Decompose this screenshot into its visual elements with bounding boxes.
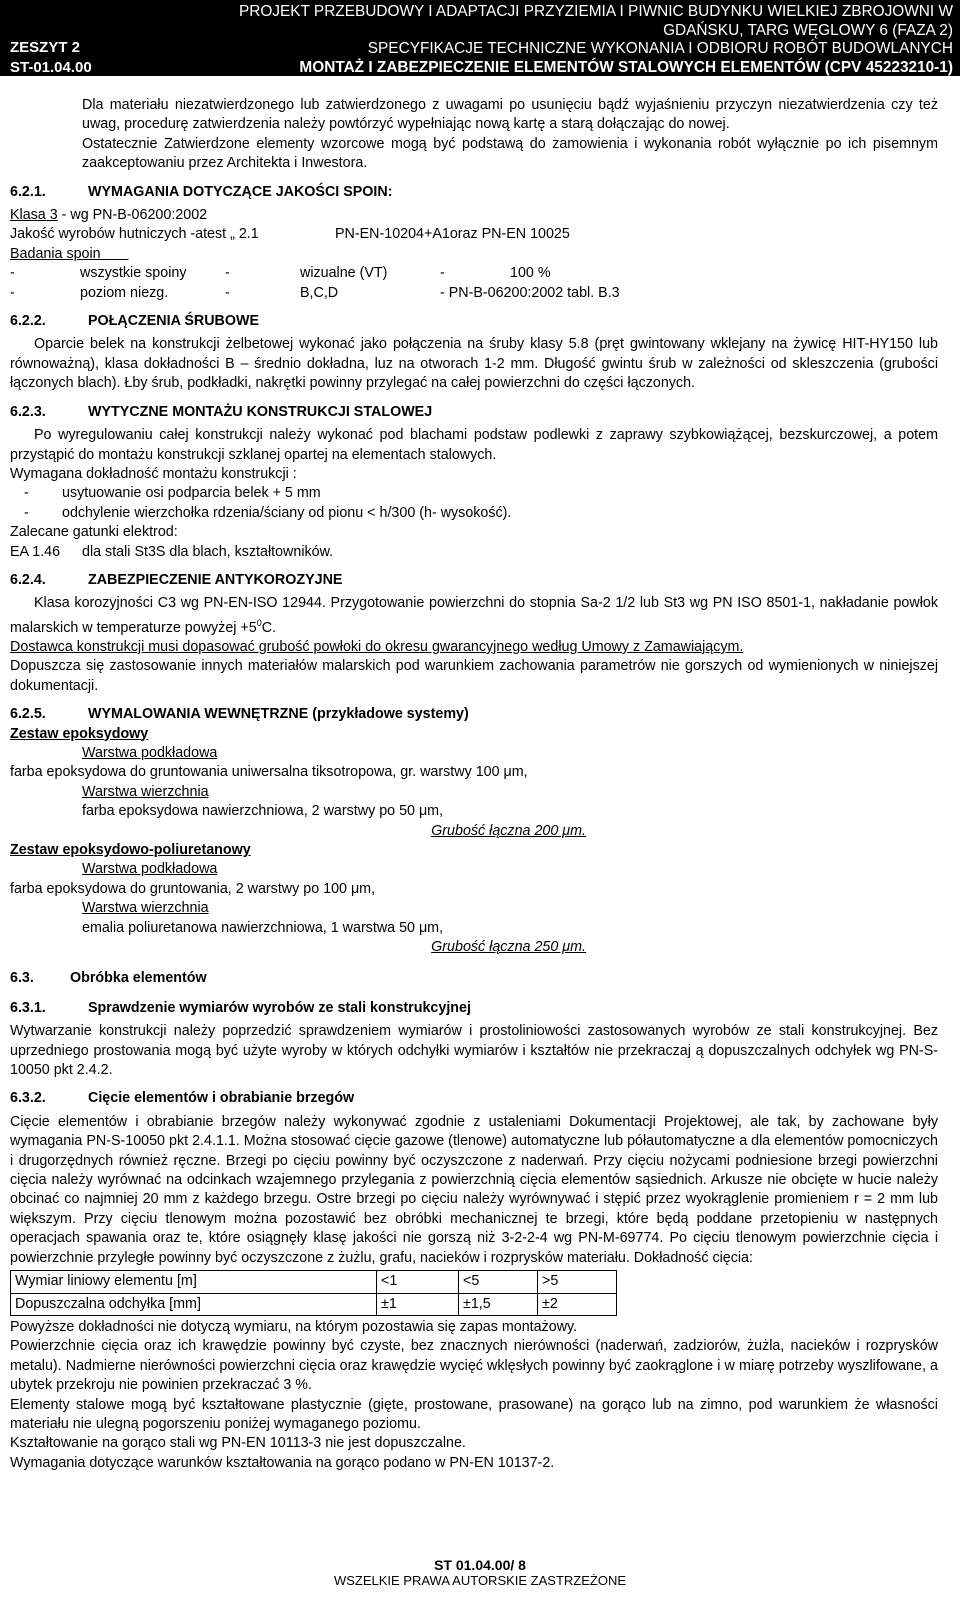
total-thickness: Grubość łączna 250 μm. (431, 939, 586, 956)
section-number: 6.2.3. (10, 403, 46, 420)
document-body (10, 96, 938, 1473)
assembly-accuracy: Wymagana dokładność montażu konstrukcji : (10, 465, 297, 482)
section-heading-632 (10, 1089, 938, 1108)
layer-text: farba epoksydowa nawierzchniowa, 2 warstwy po 50 μm, (82, 803, 444, 820)
header-right (148, 3, 960, 77)
electrode-code: EA 1.46 (10, 543, 61, 560)
item-text: odchylenie wierzchołka rdzenia/ściany od pionu < h/300 (h- wysokość). (62, 504, 512, 521)
electrode-use: dla stali St3S dla blach, kształtowników. (82, 543, 334, 560)
page-header (0, 0, 960, 76)
copyright-notice: WSZELKIE PRAWA AUTORSKIE ZASTRZEŻONE (333, 1573, 627, 1588)
table-cell: Wymiar liniowy elementu [m] (11, 1271, 377, 1293)
table-cell: ±1,5 (459, 1293, 538, 1315)
weld-tests-row (10, 264, 938, 283)
intro-paragraph-1: Dla materiału niezatwierdzonego lub zatwierdzonego z uwagami po usunięciu bądź wyjaśnieniu przyczyn niezatwierdzenia czy też uwag, procedurę zatwierdzenia należy powtórzyć wypełniając nową kartę a starą dołączając do nowej. (82, 97, 938, 133)
weld-tests-label: Badania spoin (10, 245, 101, 262)
corrosion-paragraph (10, 594, 938, 638)
intro-paragraph-2: Ostatecznie Zatwierdzone elementy wzorcowe mogą być podstawą do zamowienia i wykonania robót wyłącznie po ich pisemnym zaakceptowaniu przez Architekta i Inwestora. (82, 135, 938, 172)
table-cell: <1 (377, 1271, 459, 1293)
cell: - (225, 265, 230, 282)
after-table-paragraph: Kształtowanie na gorąco stali wg PN-EN 10113-3 nie jest dopuszczalne. (10, 1435, 466, 1452)
paint-set-name: Zestaw epoksydowy (10, 725, 149, 742)
cell: wizualne (VT) (300, 265, 388, 282)
corrosion-text: Klasa korozyjności C3 wg PN-EN-ISO 12944. Przygotowanie powierzchni do stopnia Sa-2 1/2 lub St3 wg PN ISO 8501-1, nakładanie powłok malarskich w temperaturze powyżej +5 (10, 595, 938, 636)
paint-set-name: Zestaw epoksydowo-poliuretanowy (10, 841, 251, 858)
section-title: ZABEZPIECZENIE ANTYKOROZYJNE (88, 571, 343, 588)
cell: B,C,D (300, 284, 339, 301)
section-heading-625 (10, 705, 938, 724)
section-title: Cięcie elementów i obrabianie brzegów (88, 1090, 355, 1107)
bullet-dash: - (24, 504, 29, 521)
steel-quality-label: Jakość wyrobów hutniczych -atest „ 2.1 (10, 226, 259, 243)
cutting-paragraph: Cięcie elementów i obrabianie brzegów należy wykonywać zgodnie z ustaleniami Dokumentacji Projektowej, ale tak, by zachowane były wymagania PN-S-10050 pkt 2.4.1.1. Można stosować cięcie gazowe (tlenowe) automatyczne lub półautomatyczne a dla elementów pomocniczych i drugorzędnych również ręczne. Brzegi po cięciu powinny być oczyszczone z naderwań. Przy cięciu nożycami podniesione brzegi powierzchni cięcia należy wyrównać na odcinkach wzajemnego przylegania z powierzchnią cięcia elementów sąsiednich. Arkusze nie obcięte w hucie należy obcinać co najmniej 20 mm z każdego brzegu. Ostre brzegi po cięciu należy wyrównywać i stępić przez wyokrąglenie promieniem r = 2 mm lub większym. Przy cięciu tlenowym można pozostawić bez obróbki mechanicznej te brzegi, które będą poddane przetopieniu w następnych operacjach spawania oraz te, które osiągnęły klasę jakości nie gorszą niż 3-2-2-4 wg PN-M-69774. Po cięciu tlenowym powierzchnie cięcia i powierzchnie przyległe powinny być oczyszczone z żużlu, grafu, nacieków i rozprysków materiału. Dokładność cięcia: (10, 1113, 938, 1266)
page-number: ST 01.04.00/ 8 (434, 1557, 526, 1573)
accuracy-item (10, 504, 938, 523)
section-title: WYTYCZNE MONTAŻU KONSTRUKCJI STALOWEJ (88, 403, 433, 420)
section-number: 6.3.1. (10, 999, 46, 1016)
electrodes-heading: Zalecane gatunki elektrod: (10, 524, 178, 541)
steel-quality (10, 225, 938, 244)
volume-code: ZESZYT 2 (10, 39, 81, 56)
section-number: 6.2.1. (10, 183, 46, 200)
weld-tests-heading (10, 245, 938, 264)
section-number: 6.2.4. (10, 571, 46, 588)
doc-id: ST-01.04.00 (10, 59, 92, 76)
layer-name: Warstwa wierzchnia (82, 900, 209, 917)
section-title: POŁĄCZENIA ŚRUBOWE (88, 313, 260, 330)
table-cell: >5 (538, 1271, 617, 1293)
section-number: 6.2.5. (10, 706, 46, 723)
cell: - (10, 284, 15, 301)
layer-name: Warstwa podkładowa (82, 861, 218, 878)
section-heading-63 (10, 969, 938, 988)
table-row (11, 1293, 617, 1315)
supplier-requirement: Dostawca konstrukcji musi dopasować grubość powłoki do okresu gwarancyjnego według Umowy z Zamawiającym. (10, 638, 744, 655)
table-cell: ±2 (538, 1293, 617, 1315)
bolts-paragraph: Oparcie belek na konstrukcji żelbetowej wykonać jako połączenia na śruby klasy 5.8 (pręt gwintowany wklejany na żywicę HIT-HY150 lub równoważną), klasa dokładności B – średnio dokładna, luz na otworach 1-2 mm. Długość gwintu śrub w zależności od skleszczenia (grubości łączonych blach). Łby śrub, podkładki, nakrętki powinny przylegać na całej powierzchni do części łączonych. (10, 336, 938, 392)
section-number: 6.3.2. (10, 1090, 46, 1107)
weld-class-label: Klasa 3 (10, 207, 58, 224)
weld-class-norm: - wg PN-B-06200:2002 (57, 207, 208, 224)
layer-name: Warstwa podkładowa (82, 744, 218, 761)
item-text: usytuowanie osi podparcia belek + 5 mm (62, 485, 321, 502)
layer-text: emalia poliuretanowa nawierzchniowa, 1 warstwa 50 μm, (82, 919, 444, 936)
corrosion-text-end: C. (261, 619, 277, 636)
section-heading-622 (10, 312, 938, 331)
header-line-2: GDAŃSKU, TARG WĘGLOWY 6 (FAZA 2) (663, 21, 953, 39)
weld-class (10, 206, 938, 225)
section-title: WYMALOWANIA WEWNĘTRZNE (przykładowe systemy) (88, 706, 469, 723)
cell: - (225, 284, 230, 301)
section-title: WYMAGANIA DOTYCZĄCE JAKOŚCI SPOIN: (88, 183, 393, 200)
table-cell: Dopuszczalna odchyłka [mm] (11, 1293, 377, 1315)
section-title: Obróbka elementów (70, 970, 207, 987)
header-left (10, 38, 145, 78)
section-number: 6.3. (10, 970, 34, 987)
layer-name: Warstwa wierzchnia (82, 783, 209, 800)
after-table-paragraph: Powyższe dokładności nie dotyczą wymiaru, na którym pozostawia się zapas montażowy. (10, 1318, 578, 1335)
header-line-3: SPECYFIKACJE TECHNICZNE WYKONANIA I ODBIORU ROBÓT BUDOWLANYCH (367, 40, 953, 58)
total-thickness: Grubość łączna 200 μm. (431, 822, 586, 839)
after-table-paragraph: Powierzchnie cięcia oraz ich krawędzie powinny być czyste, bez znacznych nierówności (naderwań, zadziorów, żużla, nacieków i rozprysków metalu). Nadmierne nierówności powierzchni cięcia oraz krawędzie wycięć wklęsłych powinny być zaokrąglone i w miarę potrzeby wyszlifowane, a ubytek przekroju nie powinien przekraczać 3 %. (10, 1338, 938, 1394)
table-cell: <5 (459, 1271, 538, 1293)
section-heading-621 (10, 183, 938, 202)
section-heading-631 (10, 999, 938, 1018)
assembly-paragraph: Po wyregulowaniu całej konstrukcji należy wykonać pod blachami podstaw podlewki z zaprawy szybkowiążącej, bezskurczowej, a potem przystąpić do montażu konstrukcji szklanej opartej na elementach stalowych. (10, 427, 938, 463)
dimensions-paragraph: Wytwarzanie konstrukcji należy poprzedzić sprawdzeniem wymiarów i prostoliniowości zastosowanych wyrobów ze stali konstrukcyjnej. Bez uprzedniego prostowania mogą być użyte wyroby w których odchyłki wymiarów i kształtów nie przekraczaj ą dopuszczalnych odchyłek wg PN-S-10050 pkt 2.4.2. (10, 1023, 938, 1079)
cell: - (440, 265, 445, 282)
electrode-spec (10, 543, 938, 562)
steel-quality-norm: PN-EN-10204+A1oraz PN-EN 10025 (335, 226, 570, 243)
page-footer (0, 1557, 960, 1588)
weld-tests-row (10, 284, 938, 303)
section-title: Sprawdzenie wymiarów wyrobów ze stali konstrukcyjnej (88, 999, 471, 1016)
table-row (11, 1271, 617, 1293)
cell: - (10, 265, 15, 282)
cutting-accuracy-table (10, 1270, 617, 1316)
accuracy-item (10, 484, 938, 503)
cell: - PN-B-06200:2002 tabl. B.3 (440, 284, 620, 301)
after-table-paragraph: Wymagania dotyczące warunków kształtowania na gorąco podano w PN-EN 10137-2. (10, 1454, 555, 1471)
section-heading-624 (10, 571, 938, 590)
cell: poziom niezg. (80, 284, 169, 301)
alternative-materials: Dopuszcza się zastosowanie innych materiałów malarskich pod warunkiem zachowania parametrów nie gorszych od wymienionych w niniejszej dokumentacji. (10, 658, 938, 694)
cell: 100 % (510, 265, 551, 282)
cell: wszystkie spoiny (80, 265, 187, 282)
section-heading-623 (10, 403, 938, 422)
section-number: 6.2.2. (10, 313, 46, 330)
header-line-4: MONTAŻ I ZABEZPIECZENIE ELEMENTÓW STALOWYCH ELEMENTÓW (CPV 45223210-1) (299, 58, 953, 76)
layer-text: farba epoksydowa do gruntowania uniwersalna tiksotropowa, gr. warstwy 100 μm, (10, 764, 528, 781)
table-cell: ±1 (377, 1293, 459, 1315)
layer-text: farba epoksydowa do gruntowania, 2 warstwy po 100 μm, (10, 880, 376, 897)
after-table-paragraph: Elementy stalowe mogą być kształtowane plastycznie (gięte, prostowane, prasowane) na gorąco lub na zimno, pod warunkiem że własności materiału nie ulegną pogorszeniu poniżej wymaganego poziomu. (10, 1396, 938, 1432)
header-line-1: PROJEKT PRZEBUDOWY I ADAPTACJI PRZYZIEMIA I PIWNIC BUDYNKU WIELKIEJ ZBROJOWNI W (238, 3, 953, 20)
degree-sup: 0 (256, 617, 262, 628)
bullet-dash: - (24, 485, 29, 502)
